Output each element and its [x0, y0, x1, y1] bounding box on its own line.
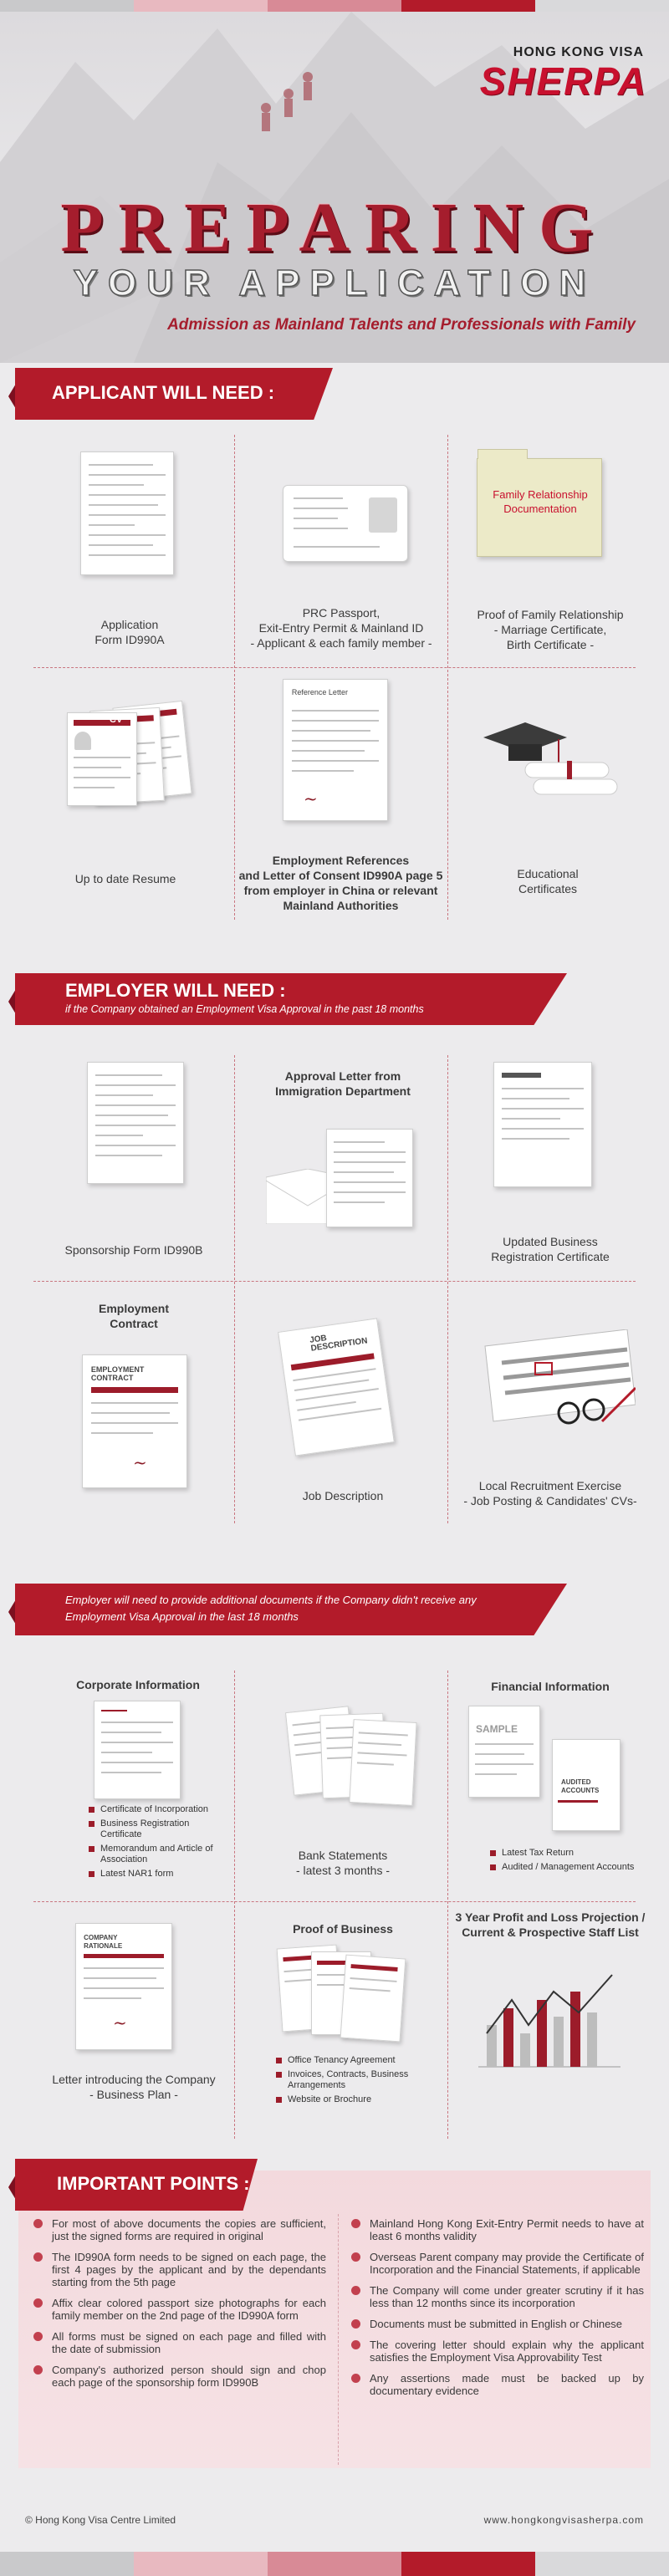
grid-divider [338, 2214, 339, 2465]
bank-statements-label: Bank Statements - latest 3 months - [295, 1849, 391, 1877]
recruitment-sheet-illustration [468, 1329, 636, 1430]
applicant-item-label: Employment References and Letter of Consent ID990A page 5 from employer in China or relevant Mainland Authorities [238, 854, 443, 912]
list-item: Any assertions made must be backed up by documentary evidence [351, 2372, 644, 2397]
bottom-color-strip [0, 2552, 669, 2576]
important-points-left [33, 2217, 326, 2397]
list-item: Company's authorized person should sign and chop each page of the sponsorship form ID990B [33, 2364, 326, 2389]
applicant-banner-title: APPLICANT WILL NEED : [52, 382, 275, 403]
list-item: Mainland Hong Kong Exit-Entry Permit needs to have at least 6 months validity [351, 2217, 644, 2242]
applicant-item-label: Proof of Family Relationship - Marriage Certificate, Birth Certificate - [477, 608, 624, 651]
list-item: Affix clear colored passport size photographs for each family member on the 2nd page of the ID990A form [33, 2297, 326, 2322]
footer-copyright: © Hong Kong Visa Centre Limited [25, 2514, 176, 2526]
grid-divider [33, 1901, 636, 1902]
grid-divider [33, 667, 636, 668]
employer-item-label: Job Description [302, 1489, 384, 1502]
corporate-document-illustration [94, 1701, 181, 1799]
job-description-illustration [278, 1318, 395, 1456]
list-item: Latest Tax Return [490, 1848, 641, 1859]
applicant-item-label: Application Form ID990A [94, 618, 165, 646]
signature-illustration: ~ [113, 2012, 127, 2033]
graduation-cap-illustration [475, 712, 626, 804]
cv-illustration [67, 712, 137, 806]
grid-divider [234, 435, 235, 920]
folder-illustration [477, 458, 602, 557]
audited-card-text: AUDITED ACCOUNTS [561, 1778, 600, 1794]
list-item: The ID990A form needs to be signed on each page, the first 4 pages by the applicant and by the dependants starting from the 5th page [33, 2251, 326, 2288]
page-title-line2: YOUR APPLICATION [73, 263, 596, 304]
audited-accounts-illustration [552, 1739, 620, 1831]
corporate-heading: Corporate Information [76, 1678, 200, 1691]
approval-letter-illustration [326, 1129, 413, 1227]
additional-banner [15, 1584, 567, 1635]
signature-illustration: ~ [133, 1452, 147, 1472]
employer-item-label: Local Recruitment Exercise - Job Posting & Candidates' CVs- [463, 1479, 637, 1507]
important-points-right [351, 2217, 644, 2405]
projection-chart-illustration [470, 1966, 629, 2075]
id-card-illustration [283, 485, 408, 562]
list-item: Audited / Management Accounts [490, 1862, 641, 1873]
job-description-card-title: JOB DESCRIPTION [309, 1334, 369, 1354]
grid-divider [234, 1671, 235, 2139]
page-subtitle: Admission as Mainland Talents and Professionals with Family [167, 316, 636, 334]
employer-item-label: Updated Business Registration Certificate [491, 1235, 610, 1263]
applicant-banner [15, 368, 333, 420]
financial-heading: Financial Information [491, 1680, 610, 1693]
sample-card-text: SAMPLE [476, 1723, 518, 1735]
proof-of-business-heading: Proof of Business [293, 1922, 393, 1936]
signature-illustration: ~ [304, 788, 318, 809]
applicant-item-label: Educational Certificates [517, 867, 579, 895]
employer-banner-title: EMPLOYER WILL NEED : [65, 980, 286, 1001]
important-banner [15, 2159, 258, 2211]
page-title: PREPARING [60, 189, 609, 267]
additional-banner-text: Employer will need to provide additional documents if the Company didn't receive any Employment Visa Approval in the last 18 months [65, 1594, 477, 1623]
employer-item-label: Sponsorship Form ID990B [64, 1243, 203, 1257]
brand-top-text: HONG KONG VISA [513, 45, 644, 59]
grid-divider [447, 1671, 448, 2139]
grid-divider [447, 1055, 448, 1523]
list-item: The covering letter should explain why the applicant satisfies the Employment Visa Approvability Test [351, 2339, 644, 2364]
projection-heading: 3 Year Profit and Loss Projection / Current & Prospective Staff List [455, 1910, 646, 1939]
list-item: Overseas Parent company may provide the Certificate of Incorporation and the Financial Statements, if applicable [351, 2251, 644, 2276]
reference-letter-illustration [283, 679, 388, 821]
company-rationale-illustration [75, 1923, 172, 2050]
list-item: The Company will come under greater scrutiny if it has less than 12 months since its incorporation [351, 2284, 644, 2309]
list-item: All forms must be signed on each page and filled with the date of submission [33, 2330, 326, 2355]
list-item: Certificate of Incorporation [89, 1804, 214, 1815]
brand-logo: SHERPA [479, 59, 647, 103]
financial-bullets [490, 1848, 641, 1876]
footer-website-link[interactable]: www.hongkongvisasherpa.com [483, 2514, 644, 2526]
employer-item-heading: Approval Letter from Immigration Department [275, 1069, 411, 1098]
list-item: For most of above documents the copies are sufficient, just the signed forms are required in original [33, 2217, 326, 2242]
employer-banner [15, 973, 567, 1025]
employer-banner-subtitle: if the Company obtained an Employment Visa Approval in the past 18 months [65, 1003, 424, 1015]
top-color-strip [0, 0, 669, 12]
list-item: Business Registration Certificate [89, 1819, 214, 1840]
employment-contract-card-title: EMPLOYMENT CONTRACT [90, 1365, 145, 1382]
list-item: Latest NAR1 form [89, 1869, 214, 1880]
list-item: Office Tenancy Agreement [276, 2055, 435, 2066]
grid-divider [234, 1055, 235, 1523]
proof-bullets [276, 2055, 435, 2109]
company-rationale-card-title: COMPANY RATIONALE [84, 1934, 123, 1950]
cv-card-text: CV [110, 715, 123, 725]
business-registration-illustration [493, 1062, 592, 1187]
application-form-illustration [80, 451, 174, 575]
list-item: Memorandum and Article of Association [89, 1844, 214, 1865]
list-item: Documents must be submitted in English or Chinese [351, 2318, 644, 2330]
business-document-illustration [340, 1955, 406, 2043]
letter-introducing-label: Letter introducing the Company - Business Plan - [52, 2073, 216, 2101]
list-item: Website or Brochure [276, 2094, 435, 2105]
reference-letter-title: Reference Letter [291, 688, 348, 696]
applicant-item-label: PRC Passport, Exit-Entry Permit & Mainland ID - Applicant & each family member - [250, 606, 432, 650]
tax-return-illustration [468, 1706, 540, 1798]
corporate-bullets [89, 1804, 214, 1883]
grid-divider [33, 1281, 636, 1282]
folder-label: Family Relationship Documentation [493, 488, 588, 515]
hero-section [0, 12, 669, 363]
employer-item-heading: Employment Contract [98, 1302, 169, 1330]
sponsorship-form-illustration [87, 1062, 184, 1184]
important-banner-title: IMPORTANT POINTS : [57, 2173, 250, 2194]
list-item: Invoices, Contracts, Business Arrangements [276, 2069, 435, 2091]
grid-divider [447, 435, 448, 920]
applicant-item-label: Up to date Resume [74, 872, 176, 885]
employment-contract-illustration [82, 1354, 187, 1488]
bank-statement-illustration [349, 1719, 416, 1806]
